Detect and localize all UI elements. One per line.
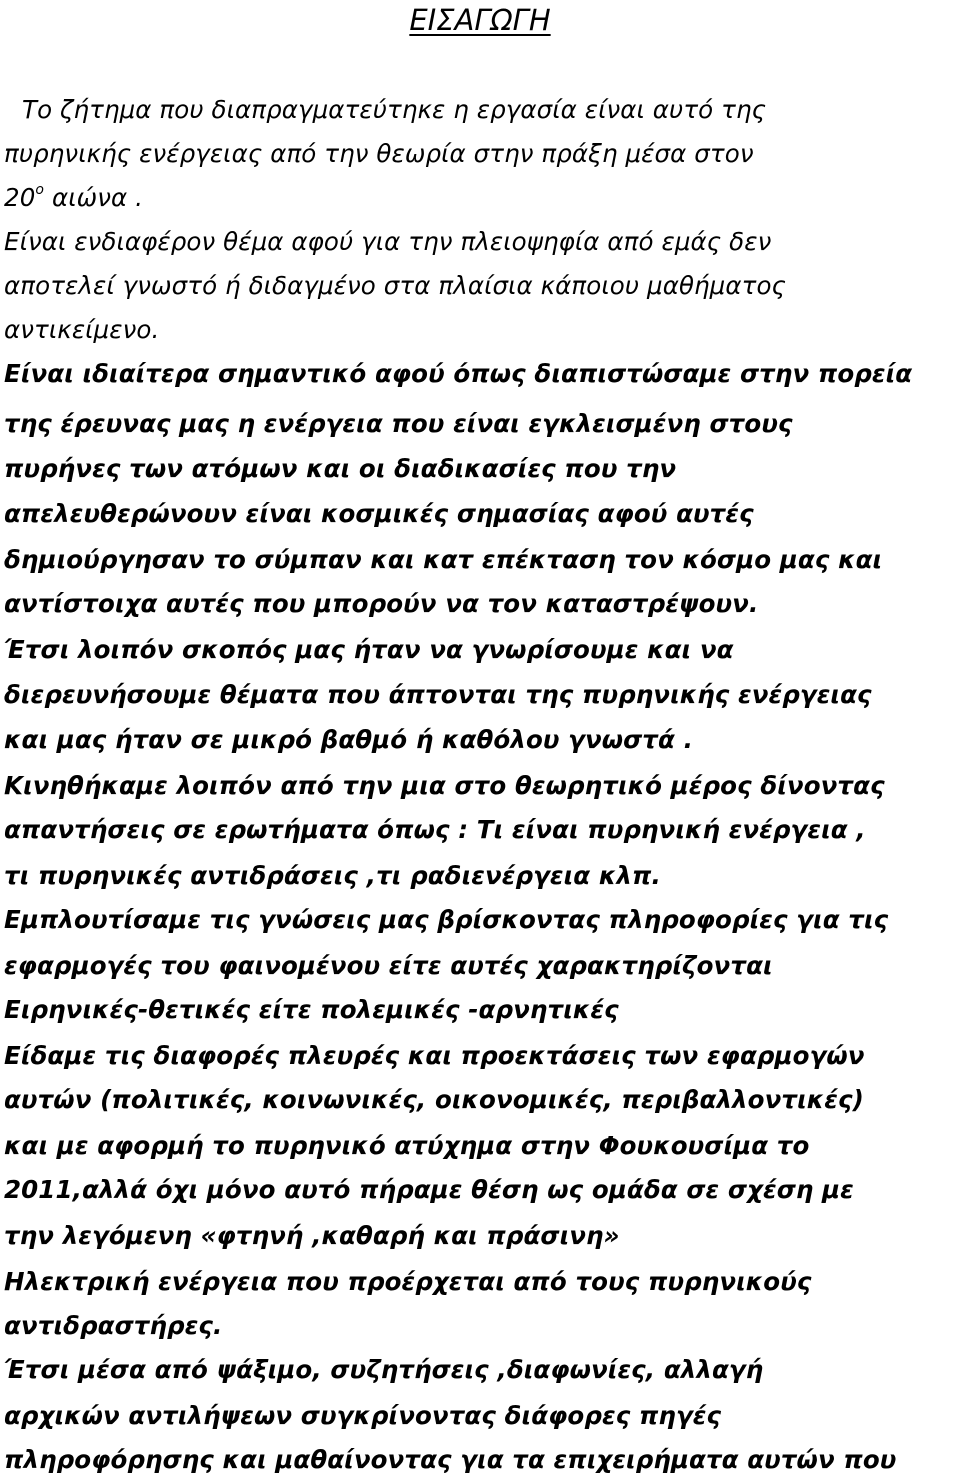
text-line: Εμπλουτίσαμε τις γνώσεις μας βρίσκοντας πληροφορίες για τις xyxy=(4,905,889,934)
text-line: εφαρμογές του φαινομένου είτε αυτές χαρακτηρίζονται xyxy=(4,951,773,980)
text-line-century xyxy=(4,178,960,218)
text-line: Κινηθήκαμε λοιπόν από την μια στο θεωρητικό μέρος δίνοντας xyxy=(4,771,885,800)
text-line: Ηλεκτρική ενέργεια που προέρχεται από τους πυρηνικούς xyxy=(4,1267,812,1296)
text-line: Ειρηνικές-θετικές είτε πολεμικές -αρνητικές xyxy=(4,995,619,1024)
document-title: ΕΙΣΑΓΩΓΗ xyxy=(409,3,551,37)
text-line: απελευθερώνουν είναι κοσμικές σημασίας αφού αυτές xyxy=(4,499,754,528)
text-line: τι πυρηνικές αντιδράσεις ,τι ραδιενέργεια κλπ. xyxy=(4,861,661,890)
text-line: την λεγόμενη «φτηνή ,καθαρή και πράσινη» xyxy=(4,1221,620,1250)
text-line: αντιδραστήρες. xyxy=(4,1311,223,1340)
text-line: απαντήσεις σε ερωτήματα όπως : Τι είναι πυρηνική ενέργεια , xyxy=(4,815,866,844)
text-line: διερευνήσουμε θέματα που άπτονται της πυρηνικής ενέργειας xyxy=(4,680,872,709)
text-line: αποτελεί γνωστό ή διδαγμένο στα πλαίσια κάποιου μαθήματος xyxy=(4,271,787,300)
text-line: Έτσι λοιπόν σκοπός μας ήταν να γνωρίσουμε και να xyxy=(4,635,734,664)
text-line: πληροφόρησης και μαθαίνοντας για τα επιχειρήματα αυτών που xyxy=(4,1445,897,1474)
text-line: αντικείμενο. xyxy=(4,315,160,344)
text-line: Είδαμε τις διαφορές πλευρές και προεκτάσεις των εφαρμογών xyxy=(4,1041,865,1070)
text-line: Είναι ενδιαφέρον θέμα αφού για την πλειοψηφία από εμάς δεν xyxy=(4,227,772,256)
text-line: και με αφορμή το πυρηνικό ατύχημα στην Φουκουσίμα το xyxy=(4,1131,810,1160)
century-number: 20 xyxy=(4,183,36,212)
text-line: Το ζήτημα που διαπραγματεύτηκε η εργασία είναι αυτό της xyxy=(22,95,767,124)
text-line: πυρήνες των ατόμων και οι διαδικασίες που την xyxy=(4,454,677,483)
text-line: της έρευνας μας η ενέργεια που είναι εγκλεισμένη στους xyxy=(4,409,793,438)
text-line: δημιούργησαν το σύμπαν και κατ επέκταση τον κόσμο μας και xyxy=(4,545,883,574)
text-line: πυρηνικής ενέργειας από την θεωρία στην πράξη μέσα στον xyxy=(4,139,754,168)
century-word: αιώνα . xyxy=(51,183,144,212)
text-line: και μας ήταν σε μικρό βαθμό ή καθόλου γνωστά . xyxy=(4,725,694,754)
text-line: αρχικών αντιλήψεων συγκρίνοντας διάφορες πηγές xyxy=(4,1401,722,1430)
text-line: Είναι ιδιαίτερα σημαντικό αφού όπως διαπιστώσαμε στην πορεία xyxy=(4,359,913,388)
text-line: αντίστοιχα αυτές που μπορούν να τον καταστρέψουν. xyxy=(4,589,759,618)
ordinal-superscript: ο xyxy=(35,182,45,198)
text-line: αυτών (πολιτικές, κοινωνικές, οικονομικές, περιβαλλοντικές) xyxy=(4,1085,864,1114)
text-line: Έτσι μέσα από ψάξιμο, συζητήσεις ,διαφωνίες, αλλαγή xyxy=(4,1355,764,1384)
text-line: 2011,αλλά όχι μόνο αυτό πήραμε θέση ως ομάδα σε σχέση με xyxy=(4,1175,854,1204)
